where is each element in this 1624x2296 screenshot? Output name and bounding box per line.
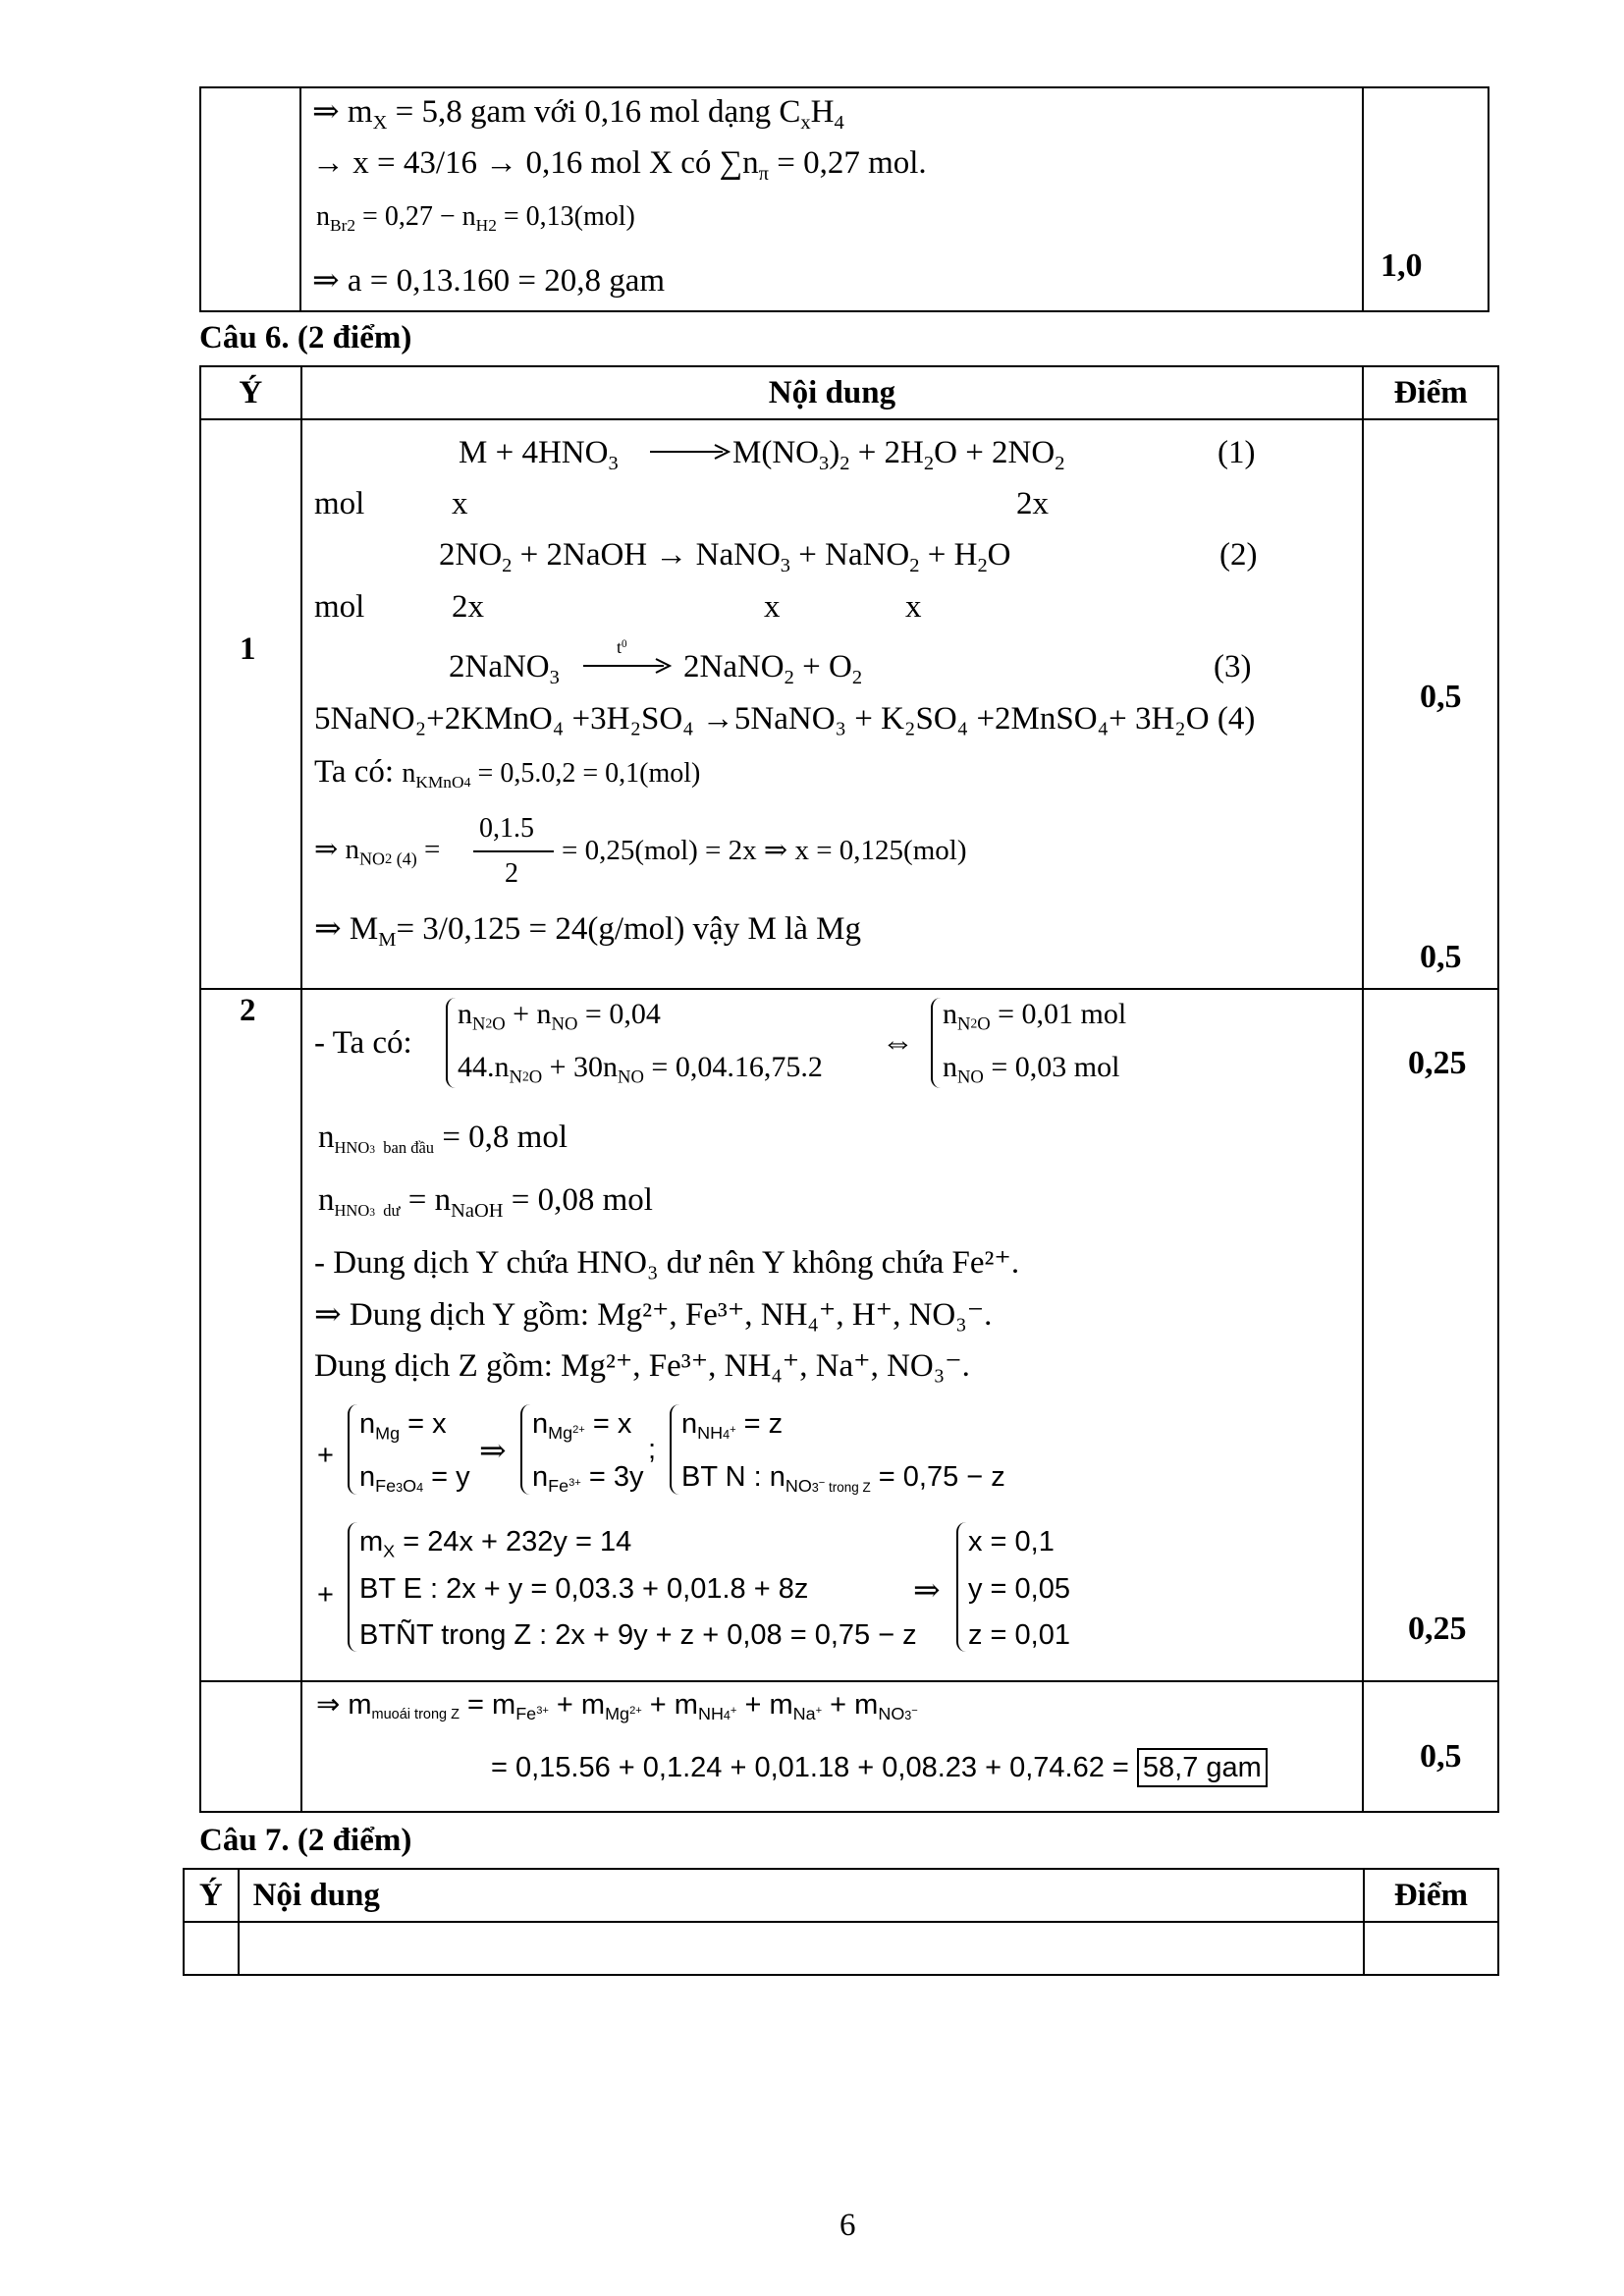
mg-ion-amount: $n_{Mg^{2+}} = x$ xyxy=(532,1408,632,1444)
cau6-heading: Câu 6. (2 điểm) xyxy=(199,320,412,355)
part2-score-b: 0,25 xyxy=(1408,1611,1467,1647)
solution-y: y = 0,05 xyxy=(968,1573,1070,1605)
top-line-4: ⇒ a = 0,13.160 = 20,8 gam xyxy=(312,263,666,299)
system-5-brace xyxy=(670,1404,681,1495)
cau6-col-content: Nội dung xyxy=(301,366,1364,419)
system-7-brace xyxy=(956,1522,968,1652)
reaction-2-number: (2) xyxy=(1219,537,1258,573)
heat-arrow-icon xyxy=(583,656,672,676)
cau7-col-content: Nội dung xyxy=(239,1869,1364,1922)
mol-row-2-x2: x xyxy=(905,589,922,625)
fe-ion-amount: $n_{Fe^{3+}} = 3y$ xyxy=(532,1461,644,1497)
fraction-numerator: 0,1.5 xyxy=(479,813,534,844)
salt-mass-line-1: ⇒ $m_{muoái trong Z} = m_{Fe^{3+}} + m_{Mg^{2+}} + m_{NH4^+} + m_{Na^+} + m_{NO3^-}$ xyxy=(316,1689,918,1724)
kmno4-line: Ta có: $n_{KMnO4} = 0,5.0,2 = 0,1(mol)$ xyxy=(314,754,701,793)
part1-score-a: 0,5 xyxy=(1420,679,1462,715)
cau6-col-score: Điểm xyxy=(1363,366,1498,419)
reaction-1-number: (1) xyxy=(1218,435,1256,470)
reaction-3-products: 2NaNO$_2$ + $O_2$ xyxy=(683,649,863,689)
top-line-3: $n_{Br2} = 0,27 - n_{H2} = 0,13(mol)$ xyxy=(316,201,635,236)
part2-label: 2 xyxy=(240,993,256,1028)
fraction-bar xyxy=(473,850,554,852)
plus-sign-2: + xyxy=(317,1579,334,1611)
mol-row-1-x: x xyxy=(452,486,468,521)
hno3-excess: $n_{HNO3 dư} = n_{NaOH} = 0,08$ mol xyxy=(318,1182,653,1223)
top-line-1: ⇒ $m_X = 5,8$ gam với 0,16 mol dạng $C_xH_4$ xyxy=(312,94,844,135)
nitrogen-balance: BT N : $n_{NO3^- trong Z} = 0,75 - z$ xyxy=(681,1461,1005,1497)
system-1-brace xyxy=(446,998,458,1088)
part3-score: 0,5 xyxy=(1420,1738,1462,1775)
solution-x: x = 0,1 xyxy=(968,1526,1055,1558)
charge-balance: BTÑT trong Z : 2x + 9y + z + 0,08 = 0,75 − z xyxy=(359,1619,917,1651)
system-2-line-2: $n_{NO} = 0,03$ mol xyxy=(943,1051,1120,1088)
reaction-1: $M + 4HNO_3$ xyxy=(459,435,619,475)
cau7-col-score: Điểm xyxy=(1364,1869,1498,1922)
molar-mass-line: ⇒ $M_M= 3/0,125 = 24(g/mol)$ vậy M là Mg xyxy=(314,911,861,952)
fe3o4-amount: $n_{Fe3O4} = y$ xyxy=(359,1461,470,1497)
mol-row-1-label: mol xyxy=(314,486,365,521)
solution-z-ions: Dung dịch Z gồm: Mg²⁺, Fe³⁺, NH₄⁺, Na⁺, NO₃⁻. xyxy=(314,1348,970,1384)
solution-y-ions: ⇒ Dung dịch Y gồm: Mg²⁺, Fe³⁺, NH₄⁺, H⁺, NO₃⁻. xyxy=(314,1297,993,1333)
electron-balance: BT E : 2x + y = 0,03.3 + 0,01.8 + 8z xyxy=(359,1573,809,1605)
heat-symbol: $t^0$ xyxy=(617,637,627,657)
reaction-4: 5NaNO₂+2KMnO₄ +3H₂SO₄ →5NaNO₃ + K₂SO₄ +2MnSO₄+ 3H₂O (4) xyxy=(314,701,1256,737)
no2-result: = 0,25(mol) = 2x ⇒ x = 0,125(mol) xyxy=(562,835,967,866)
mg-amount: $n_{Mg} = x$ xyxy=(359,1408,447,1444)
part2-taco: - Ta có: xyxy=(314,1025,412,1061)
top-line-2: → x = 43/16 → 0,16 mol X có $\sum n_\pi = 0,27$ mol. xyxy=(312,145,927,186)
system-4-brace xyxy=(520,1404,532,1495)
part1-score-b: 0,5 xyxy=(1420,939,1462,975)
implies-symbol-1: ⇒ xyxy=(479,1434,507,1469)
system-6-brace xyxy=(348,1522,359,1652)
top-score: 1,0 xyxy=(1380,247,1423,284)
semicolon: ; xyxy=(648,1434,657,1465)
reaction-2: $2NO_2$ + 2NaOH → NaNO$_3$ + NaNO$_2$ + $H_2O$ xyxy=(439,537,1011,577)
page-number: 6 xyxy=(839,2208,856,2243)
system-3-brace xyxy=(348,1404,359,1495)
reaction-1-products: $M(NO_3)_2 + 2H_2O + 2NO_2$ xyxy=(732,435,1065,475)
equivalence-symbol: ⇔ xyxy=(882,1025,914,1061)
hno3-initial: $n_{HNO3 ban đầu} = 0,8$ mol xyxy=(318,1120,568,1157)
nh4-amount: $n_{NH4^+} = z$ xyxy=(681,1408,784,1444)
fraction-denominator: 2 xyxy=(505,858,518,889)
mol-row-2-x1: x xyxy=(764,589,781,625)
plus-sign-1: + xyxy=(317,1440,334,1471)
part1-label: 1 xyxy=(240,631,256,667)
part2-score-a: 0,25 xyxy=(1408,1045,1467,1081)
cau7-heading: Câu 7. (2 điểm) xyxy=(199,1823,412,1858)
cau7-col-y: Ý xyxy=(184,1869,239,1922)
cau7-table xyxy=(183,1868,1499,1976)
reaction-3-number: (3) xyxy=(1214,649,1252,684)
mol-row-2-label: mol xyxy=(314,589,365,625)
implies-symbol-2: ⇒ xyxy=(913,1573,941,1609)
reaction-3: 2NaNO$_3$ xyxy=(449,649,560,689)
solution-z: z = 0,01 xyxy=(968,1619,1070,1651)
mol-row-1-2x: 2x xyxy=(1016,486,1049,521)
system-2-line-1: $n_{N2O} = 0,01$ mol xyxy=(943,998,1127,1035)
system-1-line-2: $44.n_{N2O} + 30n_{NO} = 0,04.16,75.2$ xyxy=(458,1051,823,1088)
system-2-brace xyxy=(931,998,943,1088)
mol-row-2-2x: 2x xyxy=(452,589,484,625)
cau6-col-y: Ý xyxy=(200,366,301,419)
arrow-icon xyxy=(650,442,731,462)
mass-equation: $m_X = 24x + 232y = 14$ xyxy=(359,1526,632,1561)
no2-line: ⇒ $n_{NO2}$ $_{(4)}$ = xyxy=(314,834,441,869)
system-1-line-1: $n_{N2O} + n_{NO} = 0,04$ xyxy=(458,998,661,1035)
salt-mass-line-2: = 0,15.56 + 0,1.24 + 0,01.18 + 0,08.23 + 0,74.62 = 58,7 gam xyxy=(491,1754,1268,1782)
final-answer-box: 58,7 gam xyxy=(1137,1748,1268,1787)
solution-y-note: - Dung dịch Y chứa HNO₃ dư nên Y không chứa Fe²⁺. xyxy=(314,1245,1020,1281)
